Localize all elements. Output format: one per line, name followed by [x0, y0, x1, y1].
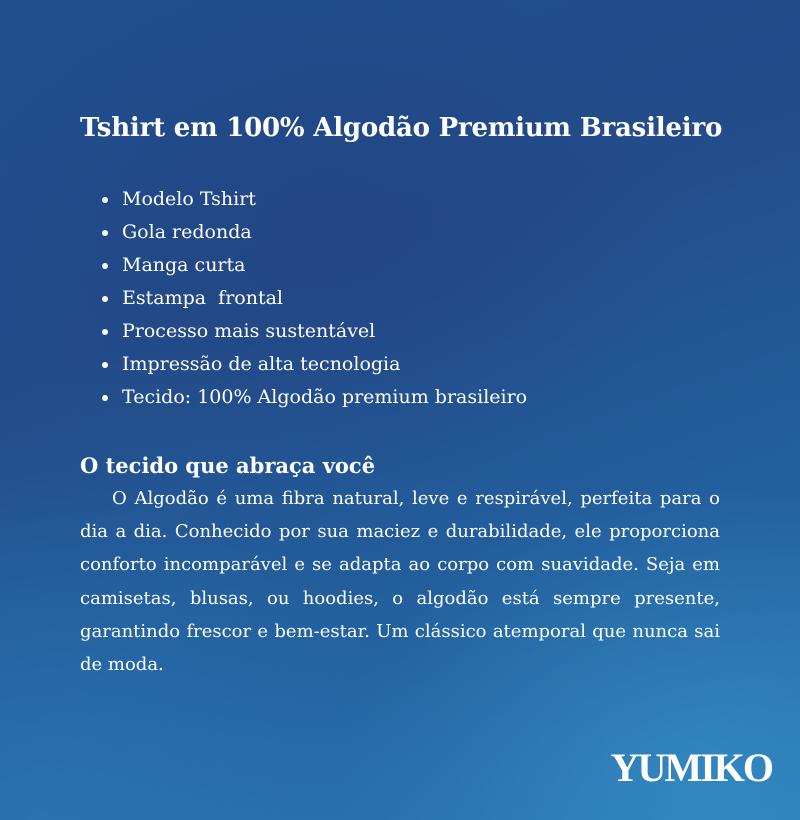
feature-text: Manga curta [122, 254, 246, 276]
feature-text: Tecido: 100% Algodão premium brasileiro [122, 386, 528, 408]
feature-text: Impressão de alta tecnologia [122, 353, 401, 375]
feature-text: Gola redonda [122, 221, 252, 243]
feature-list [80, 183, 720, 414]
bullet-icon [102, 296, 108, 302]
bullet-icon [102, 230, 108, 236]
feature-item [80, 348, 720, 381]
feature-text: Modelo Tshirt [122, 188, 256, 210]
feature-item [80, 282, 720, 315]
section-body: O Algodão é uma fibra natural, leve e respirável, perfeita para o dia a dia. Conhecido por sua maciez e durabilidade, ele proporciona conforto incomparável e se adapta ao corpo com suavidade. Seja em camisetas, blusas, ou hoodies, o algodão está sempre presente, garantindo frescor e bem-estar. Um clássico atemporal que nunca sai de moda. [80, 488, 720, 676]
bullet-icon [102, 329, 108, 335]
bullet-icon [102, 197, 108, 203]
bullet-icon [102, 395, 108, 401]
bullet-icon [102, 263, 108, 269]
feature-item [80, 183, 720, 216]
feature-item [80, 216, 720, 249]
feature-text: Processo mais sustentável [122, 320, 376, 342]
feature-text: Estampa frontal [122, 287, 283, 309]
feature-item [80, 381, 720, 414]
product-title: Tshirt em 100% Algodão Premium Brasileiro [80, 113, 723, 143]
bullet-icon [102, 362, 108, 368]
section-heading: O tecido que abraça você [80, 453, 376, 478]
brand-logo: YUMIKO [610, 745, 772, 790]
feature-item [80, 315, 720, 348]
feature-item [80, 249, 720, 282]
